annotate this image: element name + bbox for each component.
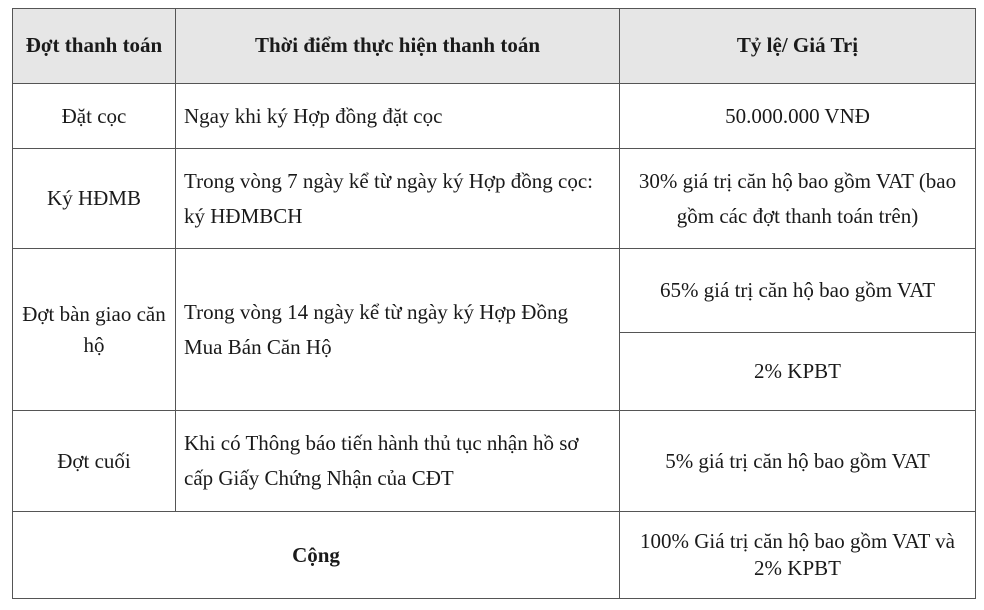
total-label: Cộng: [13, 512, 620, 599]
header-value: Tỷ lệ/ Giá Trị: [620, 9, 976, 84]
table-total-row: [13, 512, 976, 599]
stage-cell: Đợt bàn giao căn hộ: [13, 249, 176, 411]
table-row: [13, 411, 976, 512]
value-cell: 5% giá trị căn hộ bao gồm VAT: [620, 411, 976, 512]
timing-cell: Khi có Thông báo tiến hành thủ tục nhận hồ sơ cấp Giấy Chứng Nhận của CĐT: [176, 411, 620, 512]
timing-cell: Trong vòng 14 ngày kể từ ngày ký Hợp Đồng Mua Bán Căn Hộ: [176, 249, 620, 411]
stage-cell: Ký HĐMB: [13, 149, 176, 249]
table-row: [13, 149, 976, 249]
total-value: 100% Giá trị căn hộ bao gồm VAT và 2% KPBT: [620, 512, 976, 599]
value-cell: 65% giá trị căn hộ bao gồm VAT: [620, 249, 976, 333]
timing-cell: Trong vòng 7 ngày kể từ ngày ký Hợp đồng cọc: ký HĐMBCH: [176, 149, 620, 249]
table-header-row: [13, 9, 976, 84]
stage-cell: Đợt cuối: [13, 411, 176, 512]
table-row: [13, 84, 976, 149]
timing-cell: Ngay khi ký Hợp đồng đặt cọc: [176, 84, 620, 149]
table-row: [13, 249, 976, 333]
value-cell: 2% KPBT: [620, 333, 976, 411]
payment-schedule-table: [12, 8, 976, 599]
header-stage: Đợt thanh toán: [13, 9, 176, 84]
header-timing: Thời điểm thực hiện thanh toán: [176, 9, 620, 84]
value-cell: 50.000.000 VNĐ: [620, 84, 976, 149]
stage-cell: Đặt cọc: [13, 84, 176, 149]
value-cell: 30% giá trị căn hộ bao gồm VAT (bao gồm các đợt thanh toán trên): [620, 149, 976, 249]
